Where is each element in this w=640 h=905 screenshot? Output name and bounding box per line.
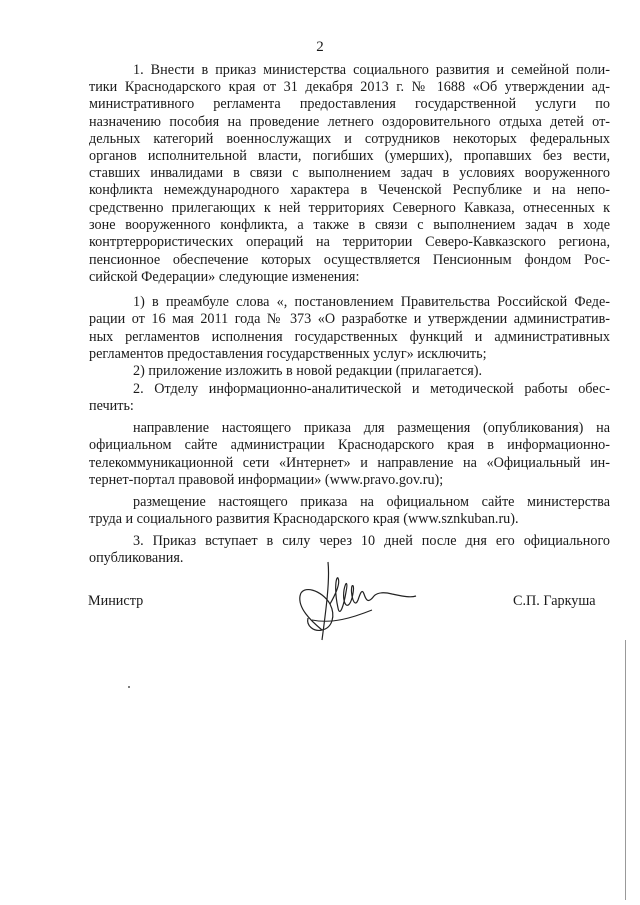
text-line: ных регламентов исполнения государственных функций и административных — [89, 329, 610, 345]
text-line: направление настоящего приказа для размещения (опубликования) на — [133, 420, 610, 436]
text-line: 1) в преамбуле слова «, постановлением Правительства Российской Феде- — [133, 294, 610, 310]
text-line: размещение настоящего приказа на официальном сайте министерства — [133, 494, 610, 510]
text-line: 1. Внести в приказ министерства социального развития и семейной поли- — [133, 62, 610, 78]
text-line: официальном сайте администрации Краснодарского края в информационно- — [89, 437, 610, 453]
text-line: 3. Приказ вступает в силу через 10 дней после дня его официального — [133, 533, 610, 549]
scan-edge-mark — [625, 640, 626, 900]
scan-speck — [128, 686, 130, 688]
text-line: тернет-портал правовой информации» (www.pravo.gov.ru); — [89, 472, 444, 488]
text-line: 2. Отделу информационно-аналитической и методической работы обес- — [133, 381, 610, 397]
text-line: 2) приложение изложить в новой редакции (прилагается). — [133, 363, 482, 379]
text-line: рации от 16 мая 2011 года № 373 «О разработке и утверждении административ- — [89, 311, 610, 327]
text-line: средственно прилегающих к ней территориях Северного Кавказа, отнесенных к — [89, 200, 610, 216]
text-line: дельных категорий военнослужащих и сотрудников некоторых федеральных — [89, 131, 610, 147]
text-line: контртеррористических операций на территории Северо-Кавказского региона, — [89, 234, 610, 250]
handwritten-signature — [292, 560, 422, 650]
text-line: регламентов предоставления государственных услуг» исключить; — [89, 346, 487, 362]
text-line: печить: — [89, 398, 134, 414]
text-line: конфликта немеждународного характера в Чеченской Республике и на непо- — [89, 182, 610, 198]
signature-title: Министр — [88, 593, 144, 609]
text-line: назначению пособия на проведение летнего оздоровительного отдыха детей от- — [89, 114, 610, 130]
text-line: министративного регламента предоставления государственной услуги по — [89, 96, 610, 112]
text-line: тики Краснодарского края от 31 декабря 2013 г. № 1688 «Об утверждении ад- — [89, 79, 610, 95]
text-line: труда и социального развития Краснодарского края (www.sznkuban.ru). — [89, 511, 519, 527]
text-line: сийской Федерации» следующие изменения: — [89, 269, 360, 285]
text-line: ставших инвалидами в связи с выполнением задач в условиях вооруженного — [89, 165, 610, 181]
text-line: органов исполнительной власти, погибших (умерших), пропавших без вести, — [89, 148, 610, 164]
text-line: зоне вооруженного конфликта, а также в связи с выполнением задач в ходе — [89, 217, 610, 233]
text-line: опубликования. — [89, 550, 184, 566]
text-line: телекоммуникационной сети «Интернет» и направление на «Официальный ин- — [89, 455, 610, 471]
page-number: 2 — [316, 39, 324, 55]
text-line: пенсионное обеспечение которых осуществляется Пенсионным фондом Рос- — [89, 252, 610, 268]
signature-name: С.П. Гаркуша — [513, 593, 596, 609]
